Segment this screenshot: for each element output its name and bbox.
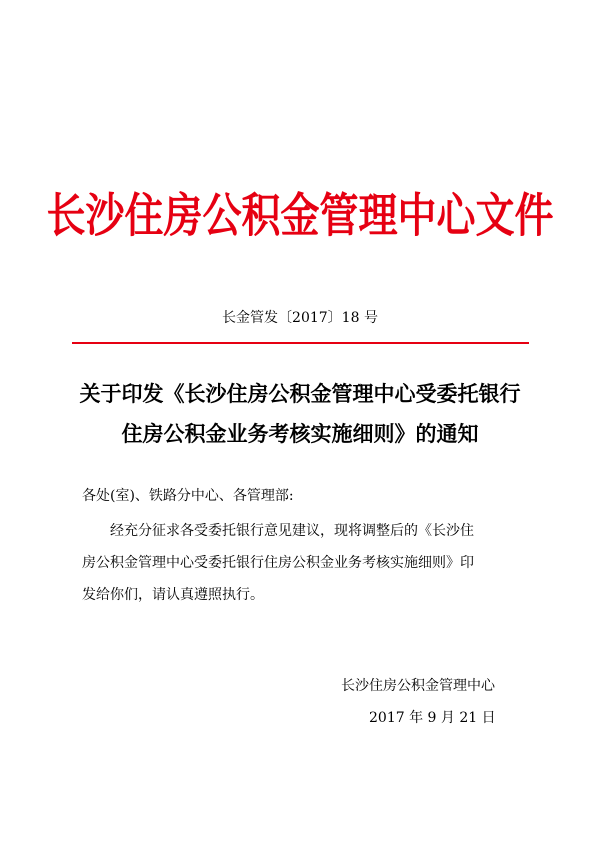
body-line-3: 发给你们，请认真遵照执行。 [82,587,264,603]
red-divider-line [72,342,529,344]
document-number: 长金管发〔2017〕18 号 [222,310,378,326]
document-title-line-2: 住房公积金业务考核实施细则》的通知 [121,421,479,446]
document-title [60,374,540,454]
document-title-line-1: 关于印发《长沙住房公积金管理中心受委托银行 [79,381,521,406]
body-line-2: 房公积金管理中心受委托银行住房公积金业务考核实施细则》印 [82,555,474,571]
issuer-heading: 长沙住房公积金管理中心文件 [46,188,554,244]
addressee: 各处(室)、铁路分中心、各管理部: [82,488,294,504]
signing-organization: 长沙住房公积金管理中心 [341,678,495,694]
signing-date: 2017 年 9 月 21 日 [369,710,496,726]
body-line-1: 经充分征求各受委托银行意见建议，现将调整后的《长沙住 [110,523,474,539]
body-paragraph [82,515,527,611]
